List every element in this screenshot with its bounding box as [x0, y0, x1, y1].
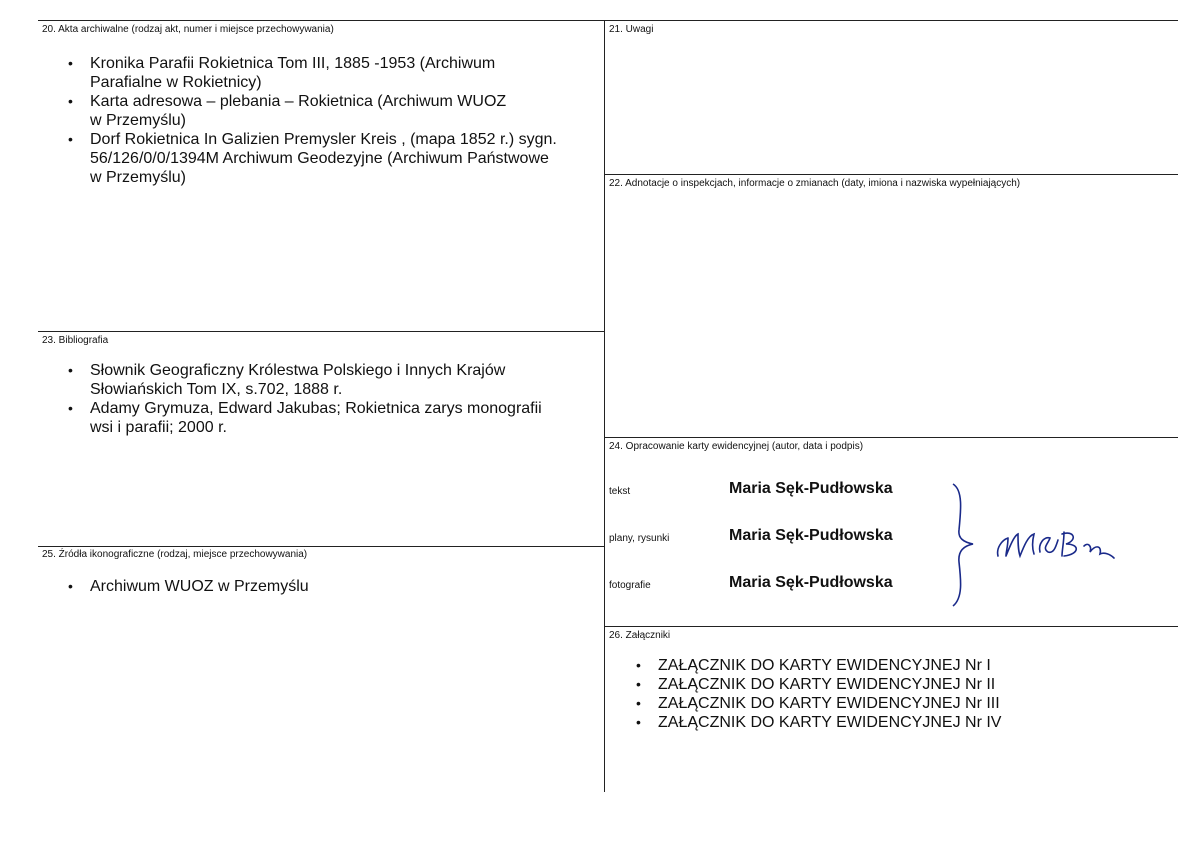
list-item: • ZAŁĄCZNIK DO KARTY EWIDENCYJNEJ Nr IV — [636, 714, 1002, 731]
bullet-icon: • — [636, 714, 641, 730]
author-name-plans: Maria Sęk-Pudłowska — [729, 527, 893, 544]
author-name-photos: Maria Sęk-Pudłowska — [729, 574, 893, 591]
bullet-icon: • — [68, 93, 73, 109]
author-role-text: tekst — [609, 486, 631, 497]
bullet-icon: • — [68, 362, 73, 378]
list-item: • ZAŁĄCZNIK DO KARTY EWIDENCYJNEJ Nr II — [636, 676, 996, 693]
list-item: • Dorf Rokietnica In Galizien Premysler Kreis , (mapa 1852 r.) sygn. 56/126/0/0/1394M Archiwum Geodezyjne (Archiwum Państwowe w Przemyślu) — [68, 131, 557, 186]
section-24-label: 24. Opracowanie karty ewidencyjnej (autor, data i podpis) — [609, 441, 864, 452]
divider-23-25 — [38, 546, 604, 547]
bullet-icon: • — [68, 578, 73, 594]
divider-24-26 — [604, 626, 1178, 627]
bullet-icon: • — [636, 695, 641, 711]
list-item: • Archiwum WUOZ w Przemyślu — [68, 578, 309, 595]
divider-21-22 — [604, 174, 1178, 175]
bullet-icon: • — [68, 55, 73, 71]
section-25-label: 25. Źródła ikonograficzne (rodzaj, miejsce przechowywania) — [42, 549, 308, 560]
section-23-list — [62, 361, 602, 437]
section-20-list — [62, 54, 602, 187]
bullet-icon: • — [68, 400, 73, 416]
top-border — [38, 20, 1178, 21]
section-26-list — [630, 656, 1170, 732]
list-item: • Słownik Geograficzny Królestwa Polskiego i Innych Krajów Słowiańskich Tom IX, s.702, 1888 r. — [68, 362, 506, 398]
bullet-icon: • — [68, 131, 73, 147]
list-item: • Adamy Grymuza, Edward Jakubas; Rokietnica zarys monografii wsi i parafii; 2000 r. — [68, 400, 542, 436]
section-22-label: 22. Adnotacje o inspekcjach, informacje o zmianach (daty, imiona i nazwiska wypełniających) — [609, 178, 1021, 189]
section-23-label: 23. Bibliografia — [42, 335, 109, 346]
section-26-label: 26. Załączniki — [609, 630, 671, 641]
bullet-icon: • — [636, 657, 641, 673]
list-item: • Kronika Parafii Rokietnica Tom III, 1885 -1953 (Archiwum Parafialne w Rokietnicy) — [68, 55, 496, 91]
center-divider — [604, 20, 605, 792]
signature-icon — [992, 522, 1122, 572]
list-item: • ZAŁĄCZNIK DO KARTY EWIDENCYJNEJ Nr I — [636, 657, 991, 674]
section-20-label: 20. Akta archiwalne (rodzaj akt, numer i miejsce przechowywania) — [42, 24, 334, 35]
author-role-plans: plany, rysunki — [609, 533, 670, 544]
curly-brace-icon — [945, 480, 985, 610]
divider-22-24 — [604, 437, 1178, 438]
bullet-icon: • — [636, 676, 641, 692]
list-item: • Karta adresowa – plebania – Rokietnica (Archiwum WUOZ w Przemyślu) — [68, 93, 507, 129]
section-25-list — [62, 577, 602, 596]
author-name-text: Maria Sęk-Pudłowska — [729, 480, 893, 497]
divider-20-23 — [38, 331, 604, 332]
list-item: • ZAŁĄCZNIK DO KARTY EWIDENCYJNEJ Nr III — [636, 695, 1000, 712]
section-21-label: 21. Uwagi — [609, 24, 654, 35]
author-role-photos: fotografie — [609, 580, 651, 591]
